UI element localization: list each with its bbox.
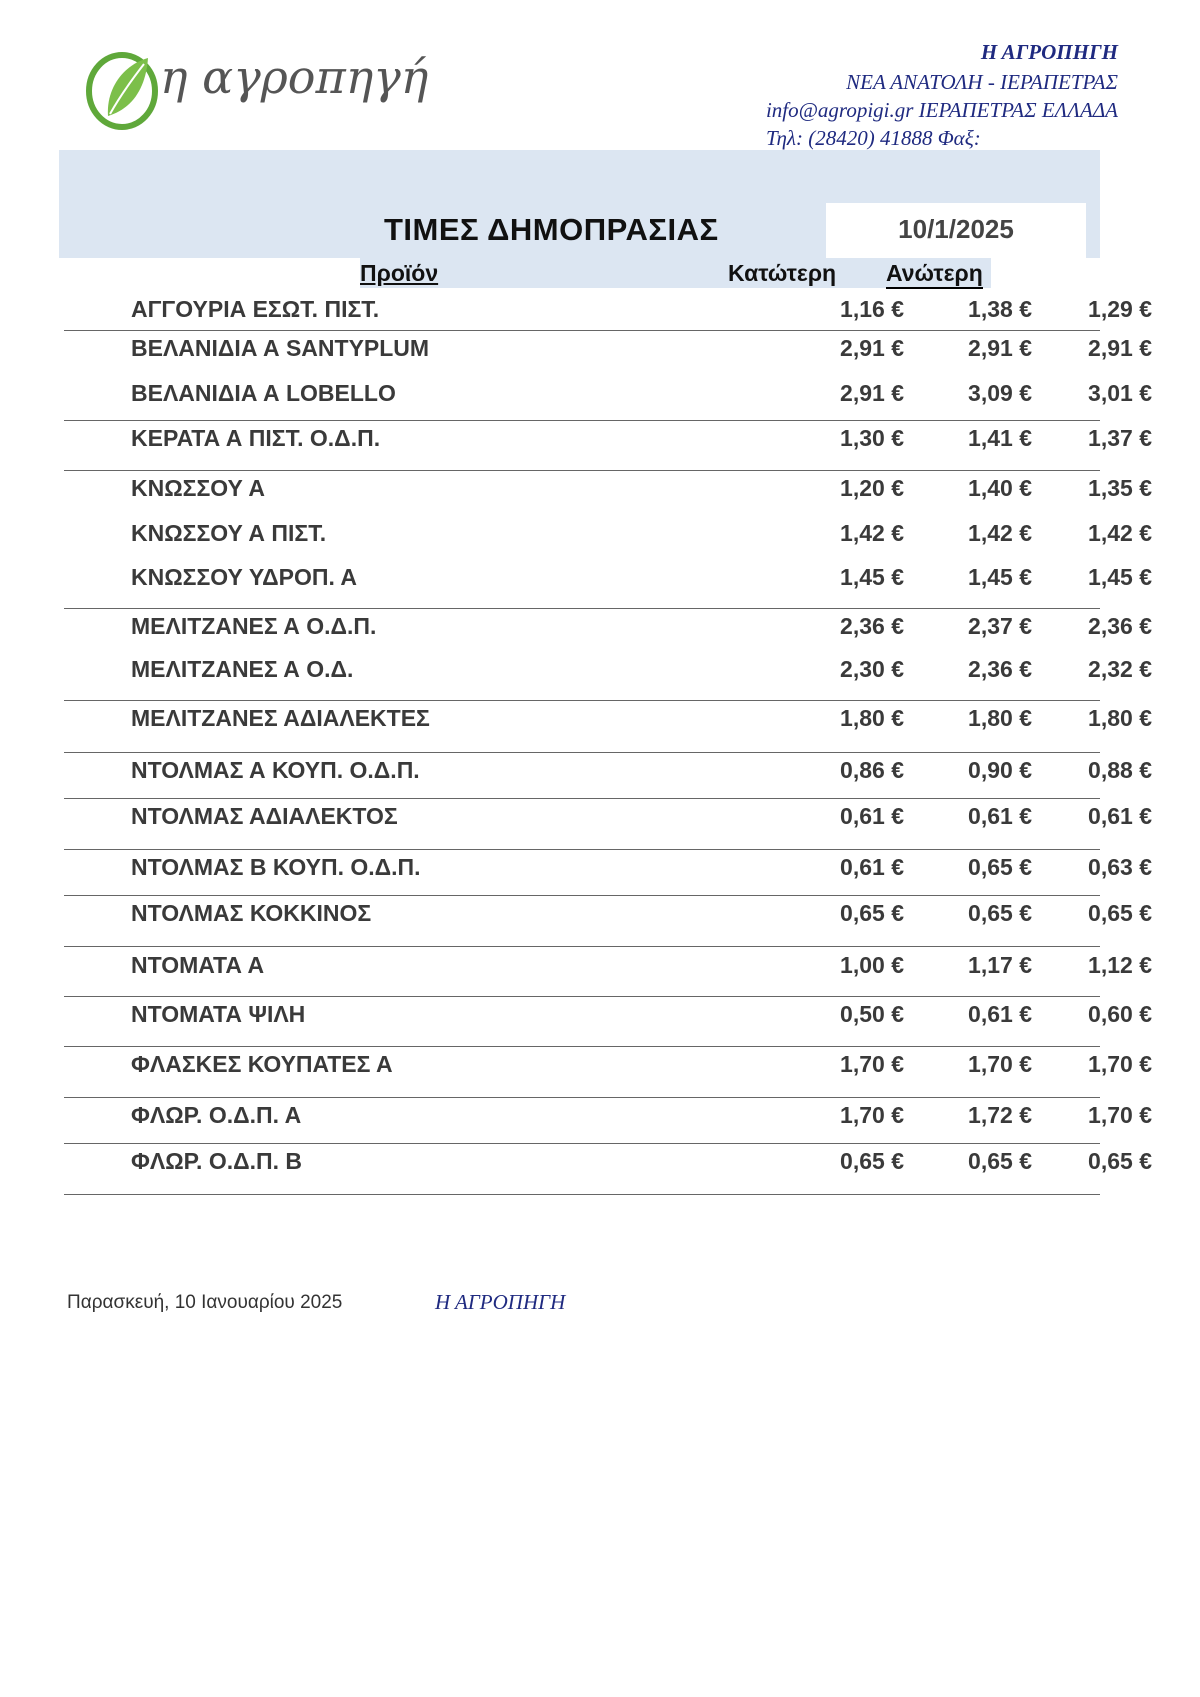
product-name: ΚΕΡΑΤΑ Α ΠΙΣΤ. Ο.Δ.Π. — [131, 425, 381, 451]
avg-price: 1,29 € — [1088, 296, 1152, 322]
product-name: ΝΤΟΜΑΤΑ ΨΙΛΗ — [131, 1001, 306, 1027]
table-row — [64, 471, 1152, 509]
max-price: 0,61 € — [968, 1001, 1032, 1027]
table-row — [64, 560, 1152, 598]
max-price: 3,09 € — [968, 380, 1032, 406]
product-name: ΝΤΟΛΜΑΣ ΚΟΚΚΙΝΟΣ — [131, 900, 372, 926]
table-row — [64, 753, 1152, 791]
min-price: 0,50 € — [840, 1001, 904, 1027]
header-min: Κατώτερη — [728, 260, 837, 286]
footer-date: Παρασκευή, 10 Ιανουαρίου 2025 — [67, 1292, 343, 1313]
min-price: 0,61 € — [840, 803, 904, 829]
avg-price: 1,37 € — [1088, 425, 1152, 451]
table-row — [64, 896, 1152, 934]
footer-company: Η ΑΓΡΟΠΗΓΗ — [435, 1290, 566, 1314]
min-price: 1,20 € — [840, 475, 904, 501]
max-price: 1,80 € — [968, 705, 1032, 731]
table-row — [64, 292, 1152, 330]
avg-price: 1,70 € — [1088, 1051, 1152, 1077]
avg-price: 1,12 € — [1088, 952, 1152, 978]
min-price: 2,36 € — [840, 613, 904, 639]
product-name: ΦΛΑΣΚΕΣ ΚΟΥΠΑΤΕΣ Α — [131, 1051, 393, 1077]
min-price: 0,65 € — [840, 900, 904, 926]
max-price: 1,72 € — [968, 1102, 1032, 1128]
avg-price: 1,80 € — [1088, 705, 1152, 731]
table-row — [64, 376, 1152, 414]
page-title: ΤΙΜΕΣ ΔΗΜΟΠΡΑΣΙΑΣ — [384, 212, 719, 247]
avg-price: 2,32 € — [1088, 656, 1152, 682]
product-name: ΦΛΩΡ. Ο.Δ.Π. Β — [131, 1148, 303, 1174]
max-price: 2,36 € — [968, 656, 1032, 682]
max-price: 0,61 € — [968, 803, 1032, 829]
max-price: 1,40 € — [968, 475, 1032, 501]
product-name: ΝΤΟΛΜΑΣ ΑΔΙΑΛΕΚΤΟΣ — [131, 803, 398, 829]
header-product: Προϊόν — [360, 260, 439, 286]
min-price: 0,61 € — [840, 854, 904, 880]
max-price: 0,90 € — [968, 757, 1032, 783]
avg-price: 0,60 € — [1088, 1001, 1152, 1027]
product-name: ΑΓΓΟΥΡΙΑ ΕΣΩΤ. ΠΙΣΤ. — [131, 296, 380, 322]
avg-price: 0,61 € — [1088, 803, 1152, 829]
table-row — [64, 799, 1152, 837]
product-name: ΝΤΟΛΜΑΣ Β ΚΟΥΠ. Ο.Δ.Π. — [131, 854, 421, 880]
min-price: 2,30 € — [840, 656, 904, 682]
avg-price: 0,88 € — [1088, 757, 1152, 783]
company-phone: Τηλ: (28420) 41888 Φαξ: — [765, 126, 981, 150]
min-price: 1,00 € — [840, 952, 904, 978]
min-price: 1,42 € — [840, 520, 904, 546]
table-row — [64, 1098, 1152, 1136]
max-price: 1,70 € — [968, 1051, 1032, 1077]
min-price: 0,65 € — [840, 1148, 904, 1174]
report-date: 10/1/2025 — [826, 203, 1086, 258]
row-divider — [64, 946, 1100, 947]
avg-price: 2,91 € — [1088, 335, 1152, 361]
max-price: 2,37 € — [968, 613, 1032, 639]
max-price: 0,65 € — [968, 900, 1032, 926]
product-name: ΜΕΛΙΤΖΑΝΕΣ Α Ο.Δ. — [131, 656, 354, 682]
max-price: 0,65 € — [968, 1148, 1032, 1174]
company-name: Η ΑΓΡΟΠΗΓΗ — [980, 40, 1118, 64]
avg-price: 2,36 € — [1088, 613, 1152, 639]
company-contact: info@agropigi.gr ΙΕΡΑΠΕΤΡΑΣ ΕΛΛΑΔΑ — [765, 98, 1118, 122]
table-row — [64, 421, 1152, 459]
table-row — [64, 997, 1152, 1035]
table-row — [64, 516, 1152, 554]
max-price: 2,91 € — [968, 335, 1032, 361]
avg-price: 1,45 € — [1088, 564, 1152, 590]
min-price: 2,91 € — [840, 335, 904, 361]
max-price: 1,45 € — [968, 564, 1032, 590]
avg-price: 0,65 € — [1088, 900, 1152, 926]
min-price: 1,70 € — [840, 1051, 904, 1077]
avg-price: 1,70 € — [1088, 1102, 1152, 1128]
product-name: ΚΝΩΣΣΟΥ Α ΠΙΣΤ. — [131, 520, 327, 546]
company-address: ΝΕΑ ΑΝΑΤΟΛΗ - ΙΕΡΑΠΕΤΡΑΣ — [846, 70, 1118, 94]
table-row — [64, 652, 1152, 690]
product-name: ΝΤΟΜΑΤΑ Α — [131, 952, 265, 978]
min-price: 1,30 € — [840, 425, 904, 451]
max-price: 1,42 € — [968, 520, 1032, 546]
avg-price: 3,01 € — [1088, 380, 1152, 406]
logo-text: η αγροπηγή — [160, 50, 429, 104]
company-info — [766, 36, 1118, 152]
max-price: 0,65 € — [968, 854, 1032, 880]
avg-price: 0,65 € — [1088, 1148, 1152, 1174]
min-price: 1,70 € — [840, 1102, 904, 1128]
product-name: ΝΤΟΛΜΑΣ Α ΚΟΥΠ. Ο.Δ.Π. — [131, 757, 420, 783]
product-name: ΜΕΛΙΤΖΑΝΕΣ ΑΔΙΑΛΕΚΤΕΣ — [131, 705, 430, 731]
min-price: 1,80 € — [840, 705, 904, 731]
product-name: ΦΛΩΡ. Ο.Δ.Π. Α — [131, 1102, 302, 1128]
avg-price: 1,42 € — [1088, 520, 1152, 546]
max-price: 1,41 € — [968, 425, 1032, 451]
product-name: ΒΕΛΑΝΙΔΙΑ Α LOBELLO — [131, 380, 396, 406]
table-row — [64, 850, 1152, 888]
table-row — [64, 1047, 1152, 1085]
max-price: 1,38 € — [968, 296, 1032, 322]
product-name: ΚΝΩΣΣΟΥ ΥΔΡΟΠ. Α — [131, 564, 357, 590]
header-max: Ανώτερη — [886, 260, 983, 289]
product-name: ΚΝΩΣΣΟΥ Α — [131, 475, 266, 501]
table-row — [64, 948, 1152, 986]
min-price: 2,91 € — [840, 380, 904, 406]
table-row — [64, 609, 1152, 647]
avg-price: 0,63 € — [1088, 854, 1152, 880]
table-row — [64, 1144, 1152, 1182]
min-price: 0,86 € — [840, 757, 904, 783]
product-name: ΜΕΛΙΤΖΑΝΕΣ Α Ο.Δ.Π. — [131, 613, 377, 639]
min-price: 1,16 € — [840, 296, 904, 322]
min-price: 1,45 € — [840, 564, 904, 590]
row-divider — [64, 1194, 1100, 1195]
product-name: ΒΕΛΑΝΙΔΙΑ Α SANTYPLUM — [131, 335, 430, 361]
avg-price: 1,35 € — [1088, 475, 1152, 501]
table-row — [64, 331, 1152, 369]
table-row — [64, 701, 1152, 739]
max-price: 1,17 € — [968, 952, 1032, 978]
